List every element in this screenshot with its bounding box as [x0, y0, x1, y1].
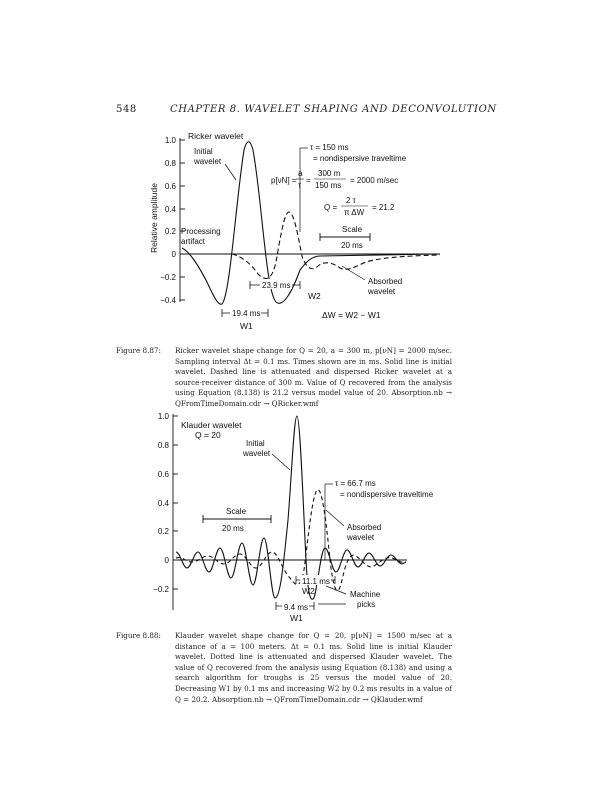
ytick: −0.4 — [160, 296, 176, 305]
ytick: 1.0 — [164, 136, 176, 145]
initial-label: Initial — [194, 147, 213, 156]
dim-19-4: 19.4 ms — [232, 309, 261, 318]
q-result: = 21.2 — [372, 203, 395, 212]
svg-text:=: = — [306, 176, 311, 185]
machine-picks-label: Machine — [350, 590, 381, 599]
ytick: 0.4 — [164, 205, 176, 214]
dim-11-1: 11.1 ms — [302, 577, 330, 586]
ytick: 0 — [171, 250, 176, 259]
caption-text: Klauder wavelet shape change for Q = 20, p[νN] = 1500 m/sec at a distance of a = 100 meters. Δt = 0.1 ms. Solid line is initial Klauder wavelet. Dotted line is attenuated and dispersed Klauder wavelet. The value of Q recovered from the analysis using Equation (8.138) and using a search algorithm for troughs is 25 versus the model value of 20. Decreasing W1 by 0.1 ms and increasing W2 by 0.2 ms results in a value of Q = 20.2. Absorption.nb → QFromTimeDomain.cdr → QKlauder.wmf — [175, 631, 452, 704]
ytick: 0.6 — [157, 470, 169, 479]
ytick: 0.8 — [157, 441, 169, 450]
q-lhs: Q = — [324, 203, 338, 212]
initial-label: wavelet — [243, 449, 271, 458]
plot-title: Klauder wavelet — [181, 420, 242, 430]
running-title: CHAPTER 8. WAVELET SHAPING AND DECONVOLUTION — [170, 104, 497, 115]
q-num: 2 τ — [346, 196, 356, 205]
absorbed-label: wavelet — [368, 287, 396, 296]
absorbed-label: Absorbed — [368, 277, 403, 286]
tau-label: τ = 66.7 ms — [335, 479, 376, 488]
figure-label: Figure 8.88: — [116, 631, 161, 640]
page-number: 548 — [116, 104, 137, 115]
plot-title: Ricker wavelet — [188, 131, 244, 141]
velocity-num: 300 m — [318, 169, 341, 178]
scale-label: Scale — [226, 507, 247, 516]
ytick: 0 — [164, 556, 169, 565]
w1-label: W1 — [290, 613, 303, 623]
ytick: 0.6 — [164, 182, 176, 191]
w2-label: W2 — [308, 291, 321, 301]
tau-description: = nondispersive traveltime — [313, 154, 407, 163]
velocity-lhs: p[νN] = — [271, 176, 297, 185]
ytick: 0.2 — [164, 227, 176, 236]
caption-text: Ricker wavelet shape change for Q = 20, a = 300 m, p[νN] = 2000 m/sec. Sampling interval Δt = 0.1 ms. Times shown are in ms. Solid line is initial wavelet. Dashed line is attenuated and dispersed Ricker wavelet at a source-receiver distance of 300 m. Value of Q recovered from the analysis using Equation (8.138) is 21.2 versus model value of 20. Absorption.nb → QFromTimeDomain.cdr → QRicker.wmf — [175, 346, 452, 408]
w1-label: W1 — [240, 321, 253, 331]
ytick: 0.8 — [164, 159, 176, 168]
q-den: π ΔW — [344, 208, 365, 217]
ytick: 1.0 — [157, 412, 169, 421]
artifact-label: artifact — [181, 237, 206, 246]
tau-label: τ = 150 ms — [310, 143, 349, 152]
figure-8-88-caption — [116, 631, 452, 705]
absorbed-label: Absorbed — [347, 523, 382, 532]
artifact-label: Processing — [181, 227, 221, 236]
plot-subtitle: Q = 20 — [195, 430, 221, 440]
machine-picks-label: picks — [357, 600, 376, 609]
velocity-a: a — [298, 169, 303, 178]
absorbed-label: wavelet — [347, 533, 375, 542]
delta-w-formula: ΔW = W2 − W1 — [322, 310, 381, 320]
dim-9-4: 9.4 ms — [284, 603, 309, 612]
scale-label: Scale — [342, 225, 363, 234]
initial-label: wavelet — [194, 157, 222, 166]
scale-value: 20 ms — [222, 524, 244, 533]
tau-description: = nondispersive traveltime — [340, 490, 434, 499]
ytick: 0.2 — [157, 527, 169, 536]
y-axis-label: Relative amplitude — [149, 183, 159, 253]
velocity-den: 150 ms — [315, 181, 342, 190]
velocity-tau: τ — [298, 181, 302, 190]
dim-23-9: 23.9 ms — [262, 281, 291, 290]
figure-label: Figure 8.87: — [116, 346, 161, 355]
ytick: 0.4 — [157, 499, 169, 508]
initial-klauder-curve — [176, 416, 406, 599]
w2-label: W2 — [302, 586, 315, 596]
ytick: −0.2 — [153, 585, 169, 594]
ytick: −0.2 — [160, 273, 176, 282]
scale-value: 20 ms — [341, 241, 363, 250]
initial-label: Initial — [246, 439, 265, 448]
velocity-result: = 2000 m/sec — [350, 176, 399, 185]
